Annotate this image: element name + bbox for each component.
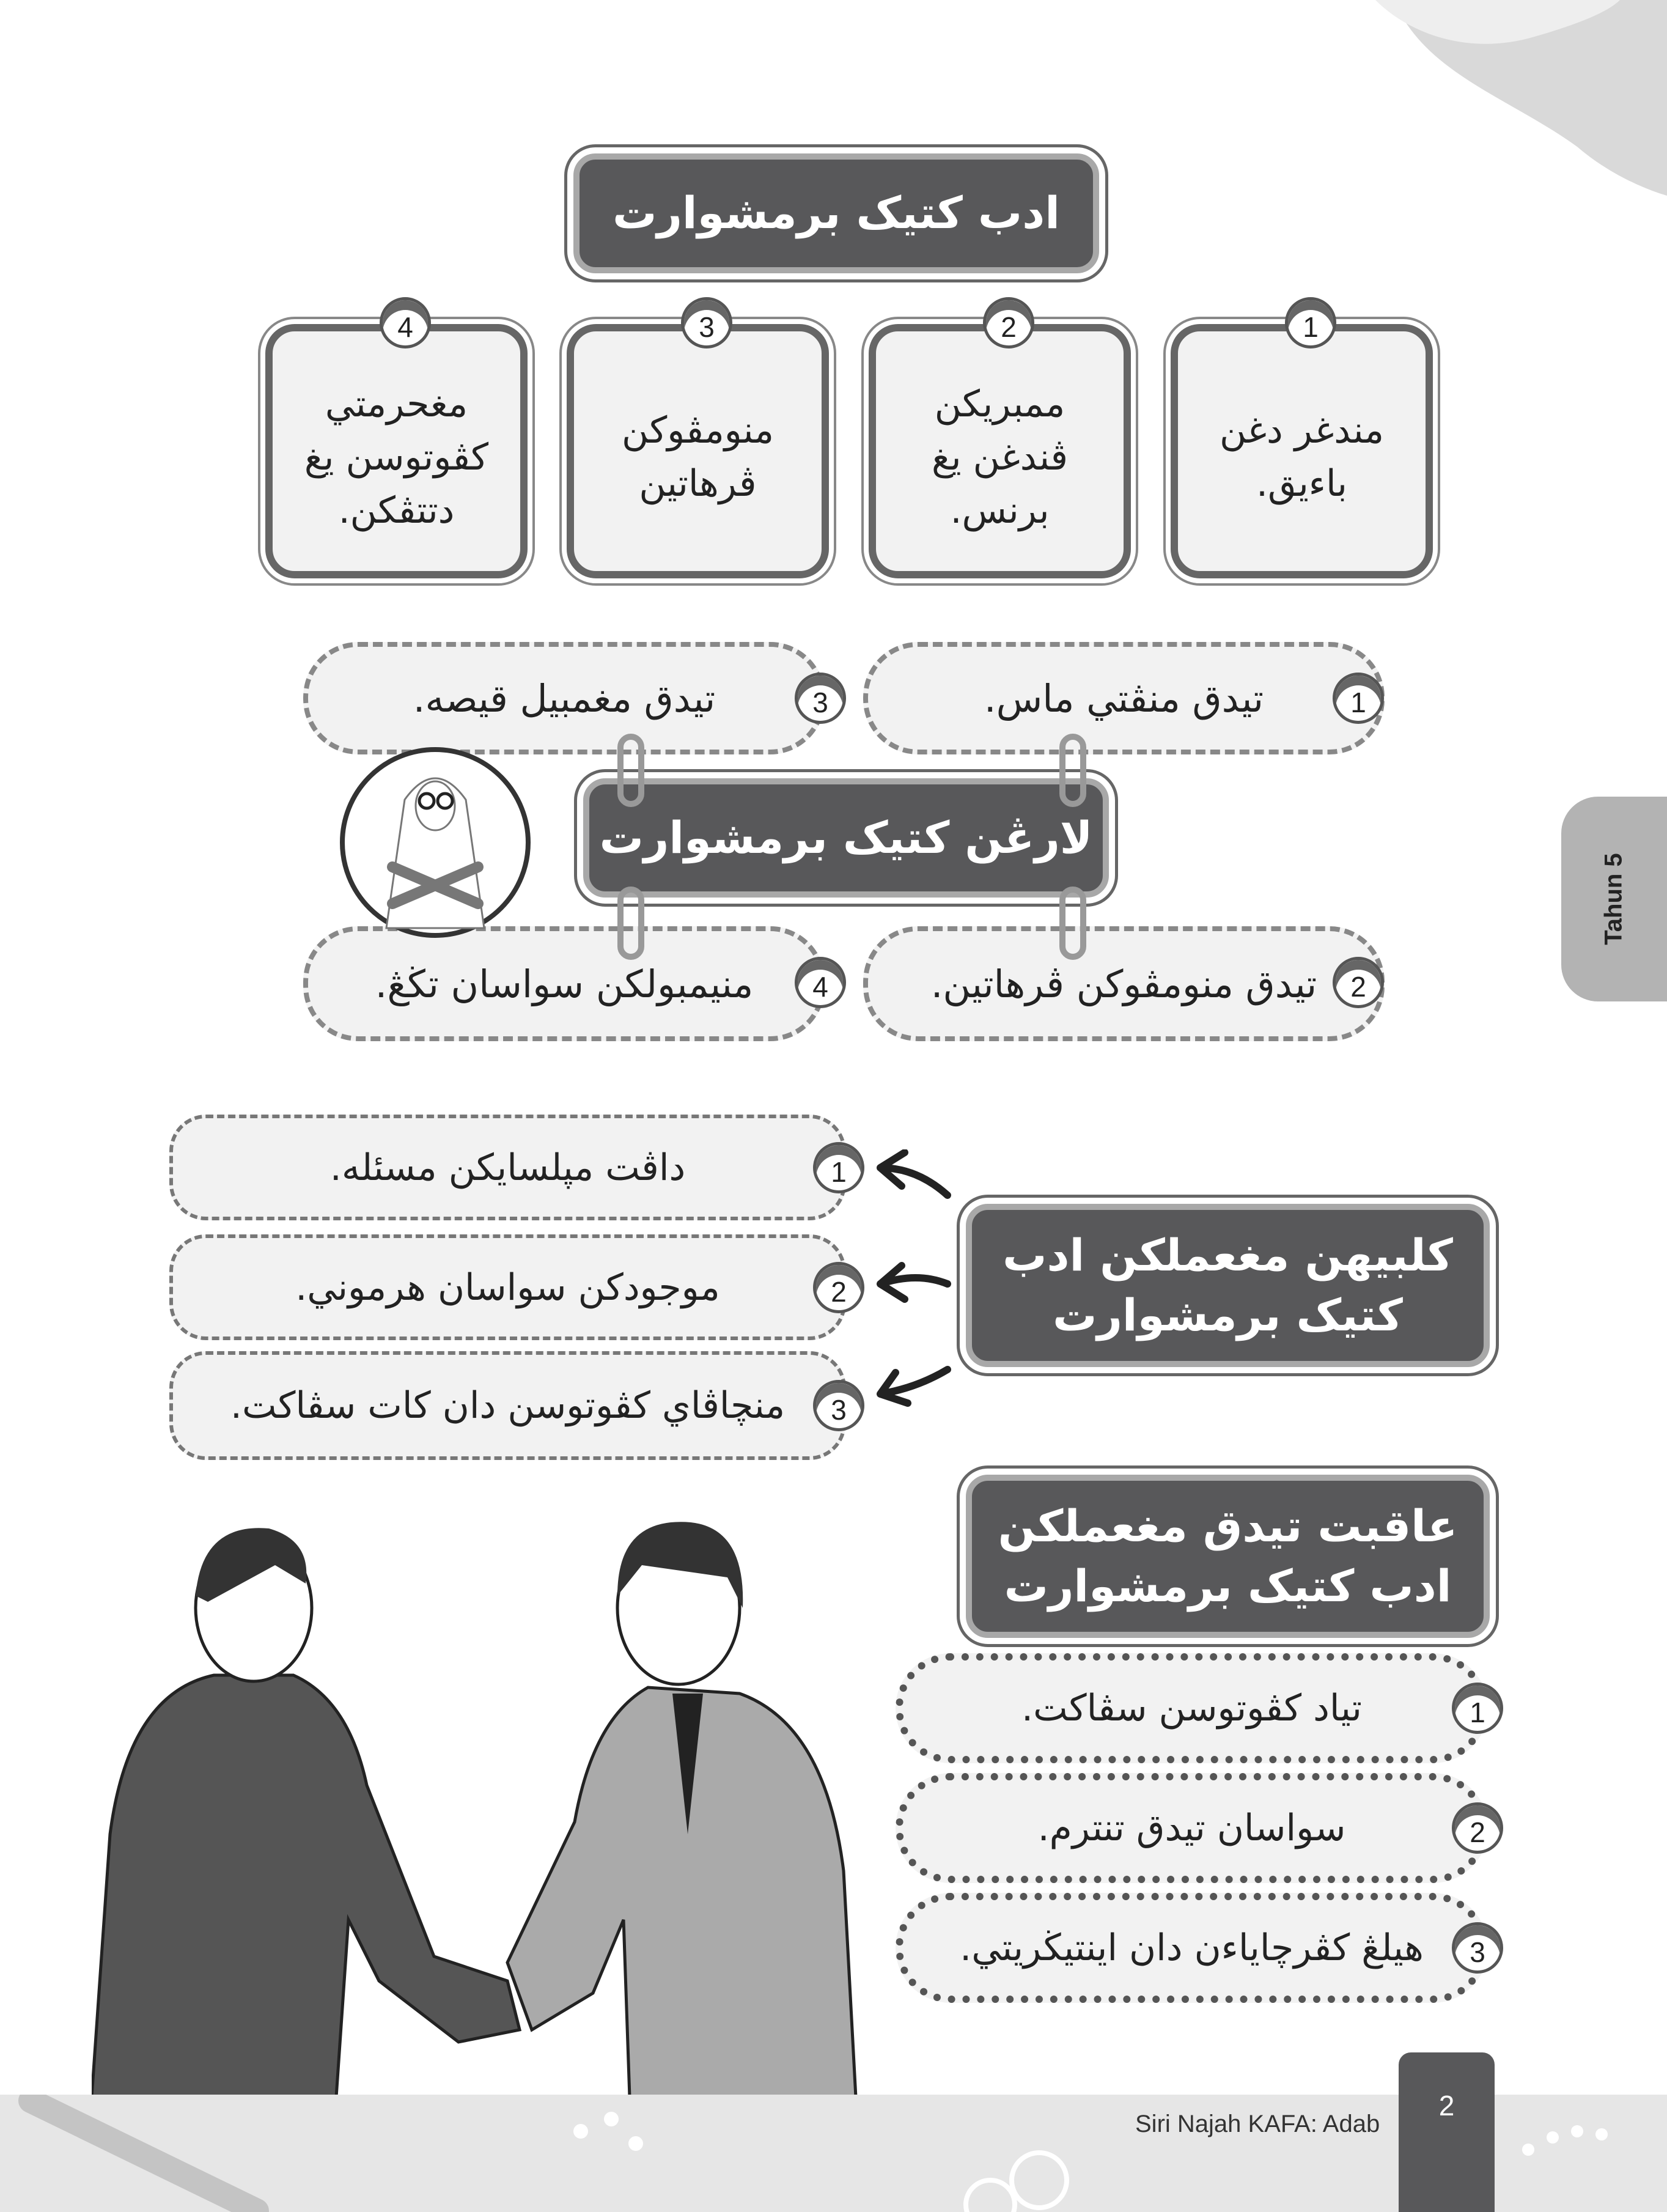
ring-decoration bbox=[1059, 734, 1086, 807]
adab-card-2 bbox=[869, 324, 1131, 578]
item-text: تياد كڤوتوسن سڤاكت. bbox=[1021, 1687, 1362, 1730]
adab-title: ادب كتيک برمشوارت bbox=[573, 153, 1099, 273]
number-badge: 3 bbox=[813, 1380, 864, 1431]
number-badge: 3 bbox=[681, 297, 732, 348]
number-badge: 1 bbox=[813, 1142, 864, 1193]
number-badge: 2 bbox=[1333, 957, 1384, 1008]
number-badge: 1 bbox=[1333, 673, 1384, 724]
kelebihan-item-2 bbox=[169, 1234, 846, 1340]
item-text: موجودكن سواسان هرموني. bbox=[295, 1266, 720, 1309]
number-badge: 2 bbox=[1452, 1802, 1503, 1854]
number-badge: 2 bbox=[813, 1262, 864, 1313]
girl-crossed-arms-illustration bbox=[337, 745, 533, 940]
number-badge: 1 bbox=[1452, 1683, 1503, 1734]
card-text: منومڤوكن ڤرهاتين bbox=[622, 409, 774, 505]
number-badge: 2 bbox=[983, 297, 1034, 348]
ring-decoration bbox=[617, 734, 644, 807]
number-badge: 4 bbox=[380, 297, 431, 348]
kelebihan-item-1 bbox=[169, 1115, 846, 1220]
number-badge: 4 bbox=[795, 957, 846, 1008]
akibat-item-2 bbox=[896, 1773, 1488, 1883]
item-text: منچاڤاي كڤوتوسن دان كات سڤاكت. bbox=[230, 1384, 786, 1427]
kelebihan-title: كلبيهن مغعملكن ادب كتيک برمشوارت bbox=[966, 1204, 1490, 1367]
larangan-item-3 bbox=[303, 642, 825, 754]
larangan-title: لارڠن كتيک برمشوارت bbox=[583, 778, 1109, 898]
item-text: تيدق مغمبيل قيصه. bbox=[413, 676, 716, 721]
adab-card-1 bbox=[1171, 324, 1433, 578]
adab-card-4 bbox=[265, 324, 528, 578]
item-text: سواسان تيدق تنترم. bbox=[1037, 1807, 1346, 1849]
card-text: مغحرمتي كڤوتوسن يغ دتتڤكن. bbox=[304, 382, 489, 532]
item-text: تيدق منومڤوكن ڤرهاتين. bbox=[930, 961, 1317, 1006]
larangan-item-4 bbox=[303, 926, 825, 1041]
akibat-title: عاقبت تيدق مغعملكن ادب كتيک برمشوارت bbox=[966, 1475, 1490, 1638]
number-badge: 3 bbox=[795, 673, 846, 724]
ring-decoration bbox=[617, 887, 644, 960]
larangan-item-2 bbox=[863, 926, 1385, 1041]
item-text: هيلڠ كڤرچاياءن دان اينتيڬريتي. bbox=[960, 1926, 1424, 1969]
kelebihan-item-3 bbox=[169, 1351, 846, 1460]
akibat-item-3 bbox=[896, 1893, 1488, 2003]
number-badge: 3 bbox=[1452, 1922, 1503, 1974]
ring-decoration bbox=[1059, 887, 1086, 960]
handshake-illustration bbox=[92, 1492, 862, 2097]
item-text: منيمبولكن سواسان تڬڠ. bbox=[375, 961, 754, 1006]
footer-book-title: Siri Najah KAFA: Adab bbox=[1135, 2111, 1380, 2137]
side-tab bbox=[1561, 797, 1667, 1001]
corner-blob-decoration bbox=[1375, 0, 1667, 202]
side-tab-label: Tahun 5 bbox=[1600, 853, 1627, 945]
adab-card-3 bbox=[567, 324, 829, 578]
larangan-item-1 bbox=[863, 642, 1385, 754]
item-text: داڤت مپلسايكن مسئله. bbox=[329, 1146, 686, 1189]
akibat-item-1 bbox=[896, 1653, 1488, 1763]
page-number: 2 bbox=[1399, 2052, 1495, 2212]
card-text: مندغر دغن باءيق. bbox=[1219, 409, 1385, 505]
number-badge: 1 bbox=[1285, 297, 1336, 348]
card-text: ممبريكن ڤندغن يغ برنس. bbox=[931, 382, 1069, 532]
arrows-icon bbox=[868, 1149, 954, 1418]
item-text: تيدق منڤتي ماس. bbox=[984, 676, 1264, 721]
